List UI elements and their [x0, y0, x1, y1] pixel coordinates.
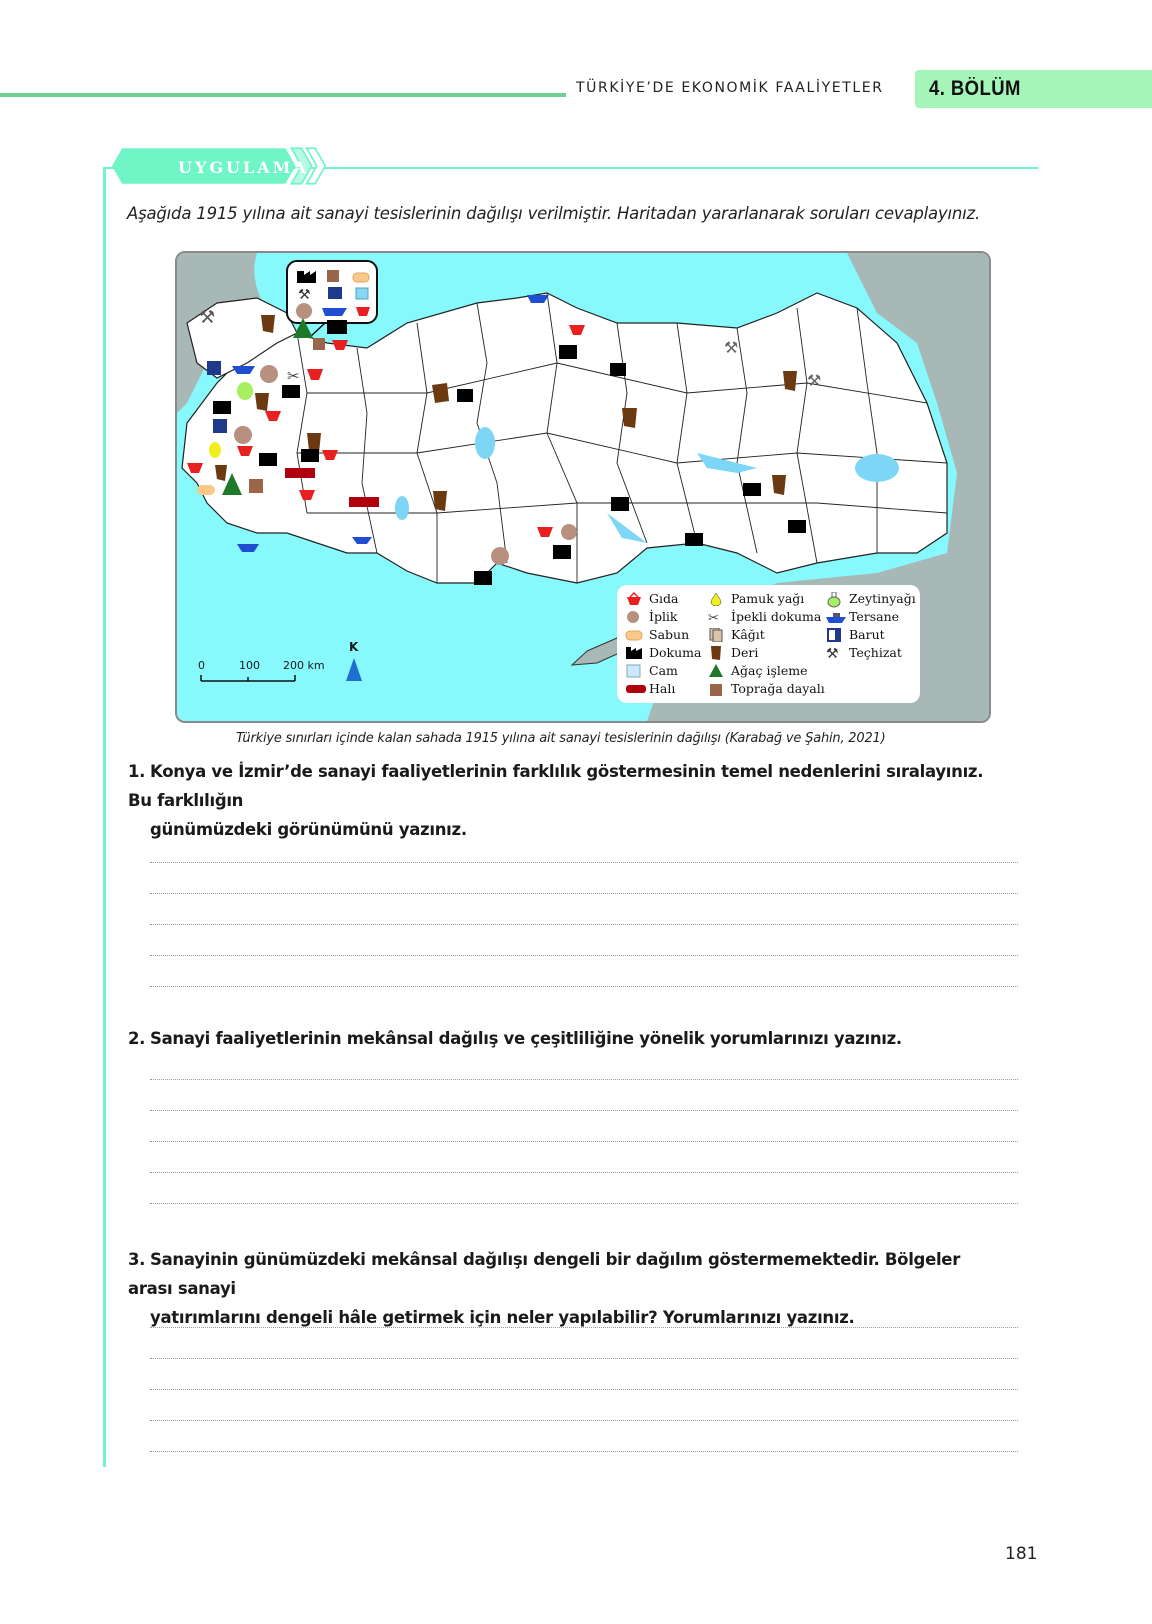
legend-item [825, 609, 899, 624]
exercise-frame-left [103, 167, 106, 1467]
legend-item [625, 645, 701, 660]
yarn-ball-icon [260, 365, 278, 383]
scale-label-0: 0 [198, 659, 205, 672]
soil-square-icon [707, 682, 725, 696]
oil-drop-icon [209, 442, 221, 458]
factory-icon [282, 385, 300, 398]
soil-square-icon [249, 479, 263, 493]
legend-item [625, 681, 675, 696]
tools-icon [724, 338, 738, 357]
map-caption: Türkiye sınırları içinde kalan sahada 1915 yılına ait sanayi tesislerinin dağılışı (Karabağ ve Şahin, 2021) [236, 731, 886, 746]
north-arrow-icon [346, 658, 362, 681]
soil-square-icon [313, 338, 325, 350]
answer-line[interactable] [150, 893, 1018, 894]
map-legend [617, 585, 920, 703]
answer-line[interactable] [150, 1110, 1018, 1111]
legend-item [625, 627, 689, 642]
scale-label-200: 200 km [283, 659, 325, 672]
legend-label: Deri [731, 645, 759, 660]
legend-label: Sabun [649, 627, 690, 642]
hide-icon [255, 393, 269, 411]
legend-item [707, 609, 821, 624]
soap-icon [625, 628, 643, 642]
answer-line[interactable] [150, 924, 1018, 925]
tools-icon [199, 307, 215, 328]
hide-icon [433, 491, 447, 511]
factory-icon [213, 401, 231, 414]
legend-item [825, 627, 885, 642]
legend-item [707, 663, 808, 678]
factory-icon [685, 533, 703, 546]
chapter-label: 4. BÖLÜM [929, 77, 1021, 100]
factory-icon [327, 320, 347, 334]
legend-label: Teçhizat [849, 645, 902, 660]
basket-icon [625, 592, 643, 606]
yarn-ball-icon [234, 426, 252, 444]
hide-icon [622, 408, 637, 428]
svg-text:⚒: ⚒ [199, 307, 216, 328]
ship-icon [825, 610, 843, 624]
gunpowder-icon [328, 287, 342, 299]
legend-label: İpekli dokuma [731, 609, 822, 624]
gunpowder-icon [825, 628, 843, 642]
factory-icon [743, 483, 761, 496]
tree-icon [707, 664, 725, 678]
scissors-icon [707, 610, 725, 624]
legend-label: Barut [849, 627, 885, 642]
hide-icon [432, 383, 449, 403]
legend-item [825, 645, 902, 660]
gunpowder-icon [207, 361, 221, 375]
carpet-roll-icon [349, 497, 379, 507]
tools-icon: ⚒ [298, 287, 311, 303]
legend-item [707, 591, 804, 606]
legend-item [625, 609, 678, 624]
scale-bar [201, 675, 295, 681]
page-number: 181 [1005, 1544, 1038, 1564]
glass-icon [625, 664, 643, 678]
answer-line[interactable] [150, 1079, 1018, 1080]
factory-icon [559, 345, 577, 359]
legend-label: Gıda [649, 591, 679, 606]
answer-line[interactable] [150, 1172, 1018, 1173]
section-title: TÜRKİYE’DE EKONOMİK FAALİYETLER [576, 80, 884, 96]
factory-icon [611, 497, 629, 511]
tools-icon [825, 646, 843, 660]
lake-van [855, 454, 899, 482]
factory-icon [610, 363, 626, 376]
scale-label-100: 100 [239, 659, 260, 672]
question-text: Konya ve İzmir’de sanayi faaliyetlerinin farklılık göstermesinin temel nedenlerini sıralayınız. Bu farklılığın [128, 762, 984, 810]
hide-icon [783, 371, 797, 391]
factory-icon [259, 453, 277, 466]
gunpowder-icon [213, 419, 227, 433]
paper-icon [707, 628, 725, 642]
soap-icon [197, 485, 215, 495]
legend-item [625, 591, 678, 606]
factory-icon [301, 449, 319, 462]
carpet-roll-icon [285, 468, 315, 478]
legend-label: Toprağa dayalı [731, 681, 825, 696]
question-2 [128, 1024, 1008, 1053]
question-text: Sanayinin günümüzdeki mekânsal dağılışı dengeli bir dağılım göstermemektedir. Bölgeler arası sanayi [128, 1250, 961, 1298]
answer-line[interactable] [150, 1420, 1018, 1421]
ship-icon [237, 544, 259, 552]
question-3 [128, 1245, 1008, 1332]
question-text-cont: yatırımlarını dengeli hâle getirmek için neler yapılabilir? Yorumlarınızı yazınız. [150, 1308, 855, 1327]
yarn-ball-icon [296, 303, 312, 319]
factory-icon [625, 646, 643, 660]
svg-text:⚒: ⚒ [807, 371, 822, 390]
question-number: 2. [128, 1029, 146, 1048]
exercise-tag-label: UYGULAMA [178, 158, 309, 177]
answer-line[interactable] [150, 862, 1018, 863]
scissors-icon [287, 367, 300, 385]
lake [475, 427, 495, 459]
legend-label: Zeytinyağı [849, 591, 916, 606]
question-number: 3. [128, 1250, 146, 1269]
legend-label: Ağaç işleme [731, 663, 808, 678]
soap-icon [353, 273, 369, 282]
legend-label: Kâğıt [731, 627, 765, 642]
question-number: 1. [128, 762, 146, 781]
factory-icon [788, 520, 806, 533]
olive-oil-bottle-icon [237, 382, 253, 400]
olive-oil-bottle-icon [825, 592, 843, 606]
legend-item [707, 681, 825, 696]
legend-label: İplik [649, 609, 678, 624]
svg-text:⚒: ⚒ [724, 338, 739, 357]
oil-drop-icon [707, 592, 725, 606]
north-label: K [349, 640, 359, 654]
glass-icon [356, 288, 368, 299]
answer-line[interactable] [150, 1141, 1018, 1142]
question-text-cont: günümüzdeki görünümünü yazınız. [150, 820, 467, 839]
legend-item [825, 591, 916, 606]
legend-label: Dokuma [649, 645, 702, 660]
legend-label: Pamuk yağı [731, 591, 805, 606]
lake [395, 496, 409, 520]
answer-line[interactable] [150, 1389, 1018, 1390]
chapter-badge [915, 70, 1152, 108]
industry-map-1915 [175, 251, 991, 723]
factory-icon [474, 571, 492, 585]
legend-label: Cam [649, 663, 678, 678]
legend-item [625, 663, 678, 678]
exercise-intro: Aşağıda 1915 yılına ait sanayi tesislerinin dağılışı verilmiştir. Haritadan yararlanarak soruları cevaplayınız. [127, 204, 981, 223]
answer-line[interactable] [150, 1203, 1018, 1204]
svg-text:✂: ✂ [287, 367, 300, 385]
factory-icon [457, 389, 473, 402]
svg-text:✂: ✂ [708, 610, 719, 624]
legend-item [707, 645, 758, 660]
svg-text:⚒: ⚒ [826, 645, 839, 660]
hide-icon [261, 315, 275, 333]
tools-icon [807, 371, 821, 390]
hide-icon [707, 646, 725, 660]
carpet-roll-icon [625, 682, 643, 696]
soil-square-icon [327, 270, 339, 282]
answer-line[interactable] [150, 1358, 1018, 1359]
answer-line[interactable] [150, 955, 1018, 956]
yarn-ball-icon [491, 547, 509, 565]
answer-line[interactable] [150, 986, 1018, 987]
legend-item [707, 627, 765, 642]
answer-line[interactable] [150, 1327, 1018, 1328]
question-text: Sanayi faaliyetlerinin mekânsal dağılış ve çeşitliliğine yönelik yorumlarınızı yazınız. [150, 1029, 902, 1048]
yarn-ball-icon [561, 524, 577, 540]
header-accent-line [0, 93, 566, 97]
question-1 [128, 757, 1008, 844]
factory-icon [553, 545, 571, 559]
legend-label: Tersane [849, 609, 900, 624]
legend-label: Halı [649, 681, 676, 696]
answer-line[interactable] [150, 1451, 1018, 1452]
hide-icon [772, 475, 786, 495]
yarn-ball-icon [625, 610, 643, 624]
